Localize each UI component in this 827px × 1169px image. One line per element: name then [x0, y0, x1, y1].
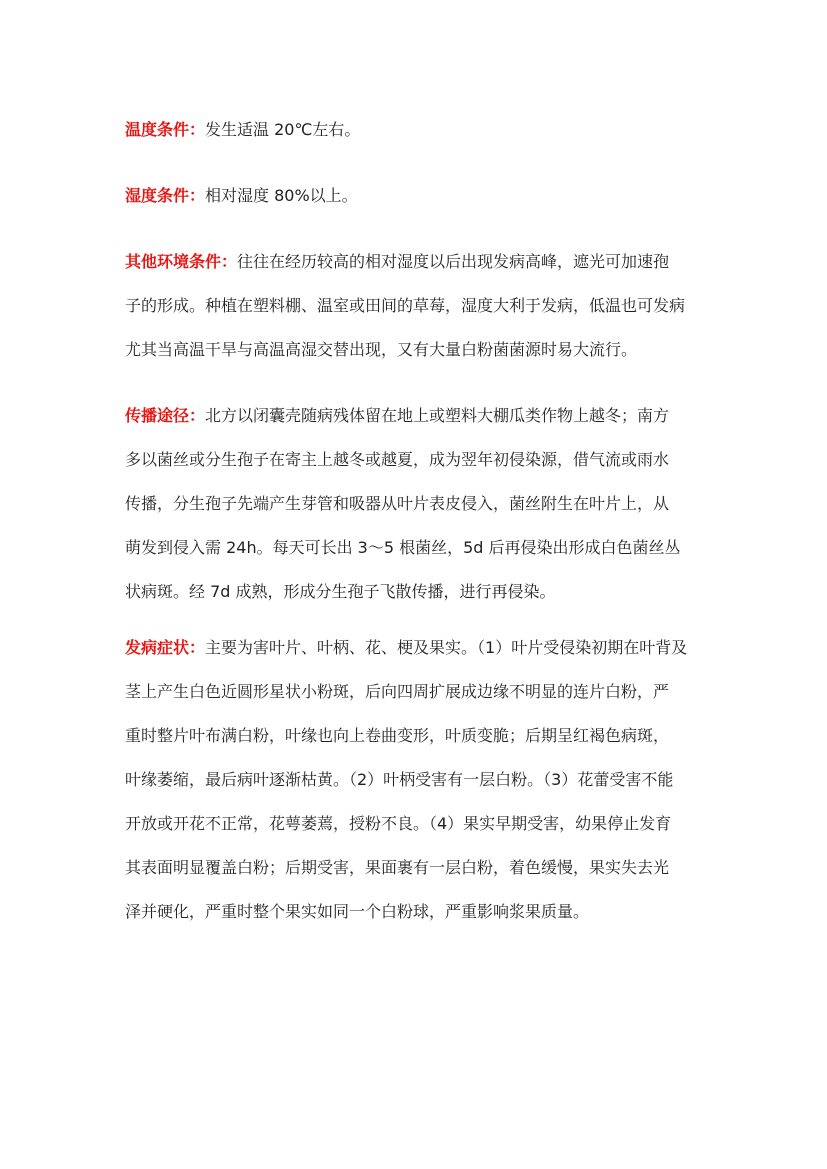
transmission-line: 传播，分生孢子先端产生芽管和吸器从叶片表皮侵入，菌丝附生在叶片上，从 [125, 494, 670, 513]
transmission-line [125, 394, 715, 438]
transmission-text: 北方以闭囊壳随病残体留在地上或塑料大棚瓜类作物上越冬；南方 [205, 406, 670, 425]
symptoms-line: 重时整片叶布满白粉，叶缘也向上卷曲变形，叶质变脆；后期呈红褐色病斑， [125, 726, 670, 745]
humidity-paragraph [125, 174, 715, 218]
environment-label: 其他环境条件： [125, 252, 238, 271]
transmission-label: 传播途径： [125, 406, 206, 425]
environment-line: 子的形成。种植在塑料棚、温室或田间的草莓，湿度大利于发病，低温也可发病 [125, 296, 686, 315]
symptoms-line: 开放或开花不正常，花萼萎蔫，授粉不良。（4）果实早期受害，幼果停止发育 [125, 814, 672, 833]
environment-text: 往往在经历较高的相对湿度以后出现发病高峰，遮光可加速孢 [237, 252, 670, 271]
symptoms-line: 茎上产生白色近圆形星状小粉斑，后向四周扩展成边缘不明显的连片白粉，严 [125, 682, 670, 701]
transmission-line: 状病斑。经 7d 成熟，形成分生孢子飞散传播，进行再侵染。 [125, 582, 556, 601]
temperature-line [125, 108, 715, 152]
environment-line [125, 240, 715, 284]
symptoms-line [125, 626, 715, 670]
humidity-text: 相对湿度 80%以上。 [205, 186, 358, 205]
transmission-line: 多以菌丝或分生孢子在寄主上越冬或越夏，成为翌年初侵染源，借气流或雨水 [125, 450, 670, 469]
symptoms-line: 其表面明显覆盖白粉；后期受害，果面裹有一层白粉，着色缓慢，果实失去光 [125, 858, 670, 877]
environment-line: 尤其当高温干旱与高温高湿交替出现，又有大量白粉菌菌源时易大流行。 [125, 340, 638, 359]
temperature-text: 发生适温 20℃左右。 [205, 120, 361, 139]
temperature-label: 温度条件： [125, 120, 206, 139]
temperature-paragraph [125, 108, 715, 152]
humidity-label: 湿度条件： [125, 186, 206, 205]
symptoms-text: 主要为害叶片、叶柄、花、梗及果实。（1）叶片受侵染初期在叶背及 [205, 638, 688, 657]
symptoms-paragraph [125, 626, 715, 934]
transmission-line: 萌发到侵入需 24h。每天可长出 3～5 根菌丝，5d 后再侵染出形成白色菌丝丛 [125, 538, 681, 557]
humidity-line [125, 174, 715, 218]
environment-paragraph [125, 240, 715, 372]
symptoms-line: 泽并硬化，严重时整个果实如同一个白粉球，严重影响浆果质量。 [125, 902, 590, 921]
transmission-paragraph [125, 394, 715, 614]
symptoms-line: 叶缘萎缩，最后病叶逐渐枯黄。（2）叶柄受害有一层白粉。（3）花蕾受害不能 [125, 770, 674, 789]
symptoms-label: 发病症状： [125, 638, 206, 657]
